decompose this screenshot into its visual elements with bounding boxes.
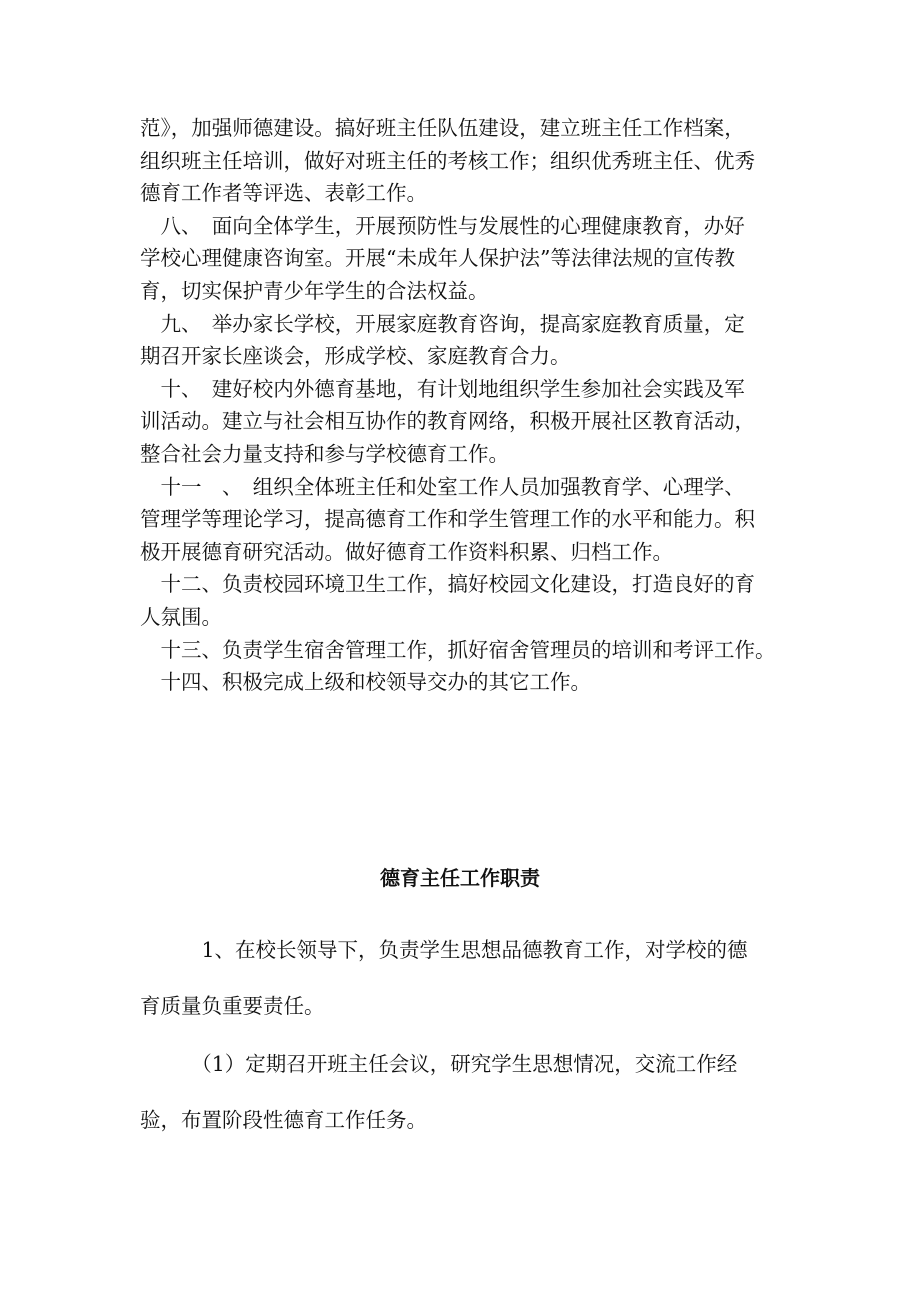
text-line: 育，切实保护青少年学生的合法权益。	[140, 278, 489, 303]
section-title: 德育主任工作职责	[380, 866, 540, 890]
text-line: （1）定期召开班主任会议，研究学生思想情况，交流工作经	[140, 1052, 738, 1076]
duties-list-continued	[140, 112, 790, 699]
text-line: 八、 面向全体学生，开展预防性与发展性的心理健康教育，办好	[140, 213, 745, 238]
text-line: 学校心理健康咨询室。开展“未成年人保护法”等法律法规的宣传教	[140, 246, 735, 271]
text-line: 德育工作者等评选、表彰工作。	[140, 181, 427, 206]
text-line: 验，布置阶段性德育工作任务。	[140, 1108, 427, 1132]
text-line: 整合社会力量支持和参与学校德育工作。	[140, 441, 509, 466]
text-line: 十一 、 组织全体班主任和处室工作人员加强教育学、心理学、	[140, 474, 745, 499]
text-line: 1、在校长领导下，负责学生思想品德教育工作，对学校的德	[140, 938, 748, 962]
text-line: 九、 举办家长学校，开展家庭教育咨询，提高家庭教育质量，定	[140, 311, 745, 336]
text-line: 训活动。建立与社会相互协作的教育网络，积极开展社区教育活动，	[140, 409, 755, 434]
text-line: 十、 建好校内外德育基地，有计划地组织学生参加社会实践及军	[140, 376, 745, 401]
text-line: 人氛围。	[140, 604, 222, 629]
text-line: 极开展德育研究活动。做好德育工作资料积累、归档工作。	[140, 539, 673, 564]
text-line: 管理学等理论学习，提高德育工作和学生管理工作的水平和能力。积	[140, 507, 755, 532]
text-line: 十二、负责校园环境卫生工作，搞好校园文化建设，打造良好的育	[140, 572, 755, 597]
text-line: 组织班主任培训，做好对班主任的考核工作；组织优秀班主任、优秀	[140, 148, 755, 173]
text-line: 育质量负重要责任。	[140, 994, 325, 1018]
text-line: 十三、负责学生宿舍管理工作，抓好宿舍管理员的培训和考评工作。	[140, 637, 776, 662]
text-line: 范》，加强师德建设。搞好班主任队伍建设，建立班主任工作档案，	[140, 116, 745, 140]
duty-paragraph-1	[140, 922, 790, 1034]
text-line: 期召开家长座谈会，形成学校、家庭教育合力。	[140, 344, 571, 369]
duty-paragraph-2	[140, 1036, 790, 1148]
text-line: 十四、积极完成上级和校领导交办的其它工作。	[140, 670, 591, 695]
